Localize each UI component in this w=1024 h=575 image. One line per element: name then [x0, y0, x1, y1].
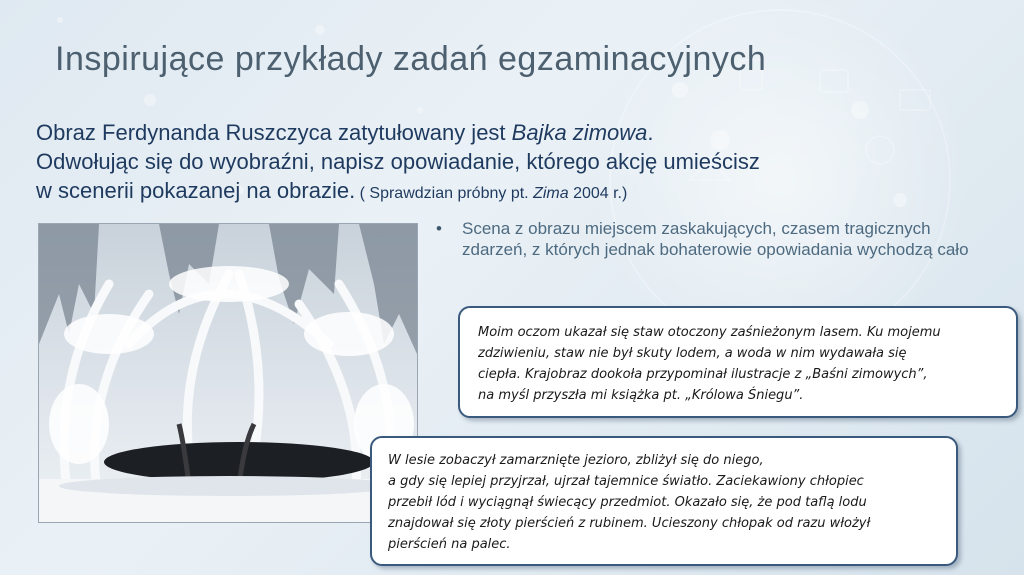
- task-line2: Odwołując się do wyobraźni, napisz opowiadanie, którego akcję umieścisz: [36, 149, 760, 174]
- bullet-text: Scena z obrazu miejscem zaskakujących, czasem tragicznych zdarzeń, z których jednak bohaterowie opowiadania wychodzą cało: [462, 219, 969, 259]
- source-suffix: 2004 r.): [568, 185, 628, 202]
- bullet-list: [436, 218, 976, 260]
- task-line1-prefix: Obraz Ferdynanda Ruszczyca zatytułowany jest: [36, 120, 512, 145]
- example-2-line-5: pierścień na palec.: [388, 537, 511, 552]
- task-line1-suffix: .: [647, 120, 654, 145]
- example-1-text: [478, 322, 998, 406]
- example-2-text: [388, 450, 940, 555]
- example-callout-2: [370, 436, 958, 566]
- task-line3: w scenerii pokazanej na obrazie.: [36, 178, 356, 203]
- slide-title: Inspirujące przykłady zadań egzaminacyjnych: [55, 40, 767, 78]
- example-1-line-2: zdziwieniu, staw nie był skuty lodem, a woda w nim wydawała się: [478, 346, 907, 361]
- task-instruction: [36, 118, 996, 208]
- source-title: Zima: [533, 185, 569, 202]
- example-1-line-4: na myśl przyszła mi książka pt. „Królowa Śniegu”.: [478, 388, 804, 403]
- example-2-line-3: przebił lód i wyciągnął świecący przedmiot. Okazało się, że pod taflą lodu: [388, 495, 867, 510]
- bullet-item: [436, 218, 976, 260]
- example-2-line-1: W lesie zobaczył zamarznięte jezioro, zbliżył się do niego,: [388, 453, 764, 468]
- example-2-line-4: znajdował się złoty pierścień z rubinem. Ucieszony chłopak od razu włożył: [388, 516, 871, 531]
- task-source: [355, 185, 627, 202]
- example-1-line-1: Moim oczom ukazał się staw otoczony zaśnieżonym lasem. Ku mojemu: [478, 325, 941, 340]
- example-1-line-3: ciepła. Krajobraz dookoła przypominał ilustracje z „Baśni zimowych”,: [478, 367, 928, 382]
- bullet-marker: •: [436, 219, 442, 238]
- source-prefix: ( Sprawdzian próbny pt.: [355, 185, 534, 202]
- example-2-line-2: a gdy się lepiej przyjrzał, ujrzał tajemnice światło. Zaciekawiony chłopiec: [388, 474, 864, 489]
- painting-title: Bajka zimowa: [511, 120, 648, 145]
- painting-image: [38, 223, 418, 523]
- example-callout-1: [458, 306, 1018, 418]
